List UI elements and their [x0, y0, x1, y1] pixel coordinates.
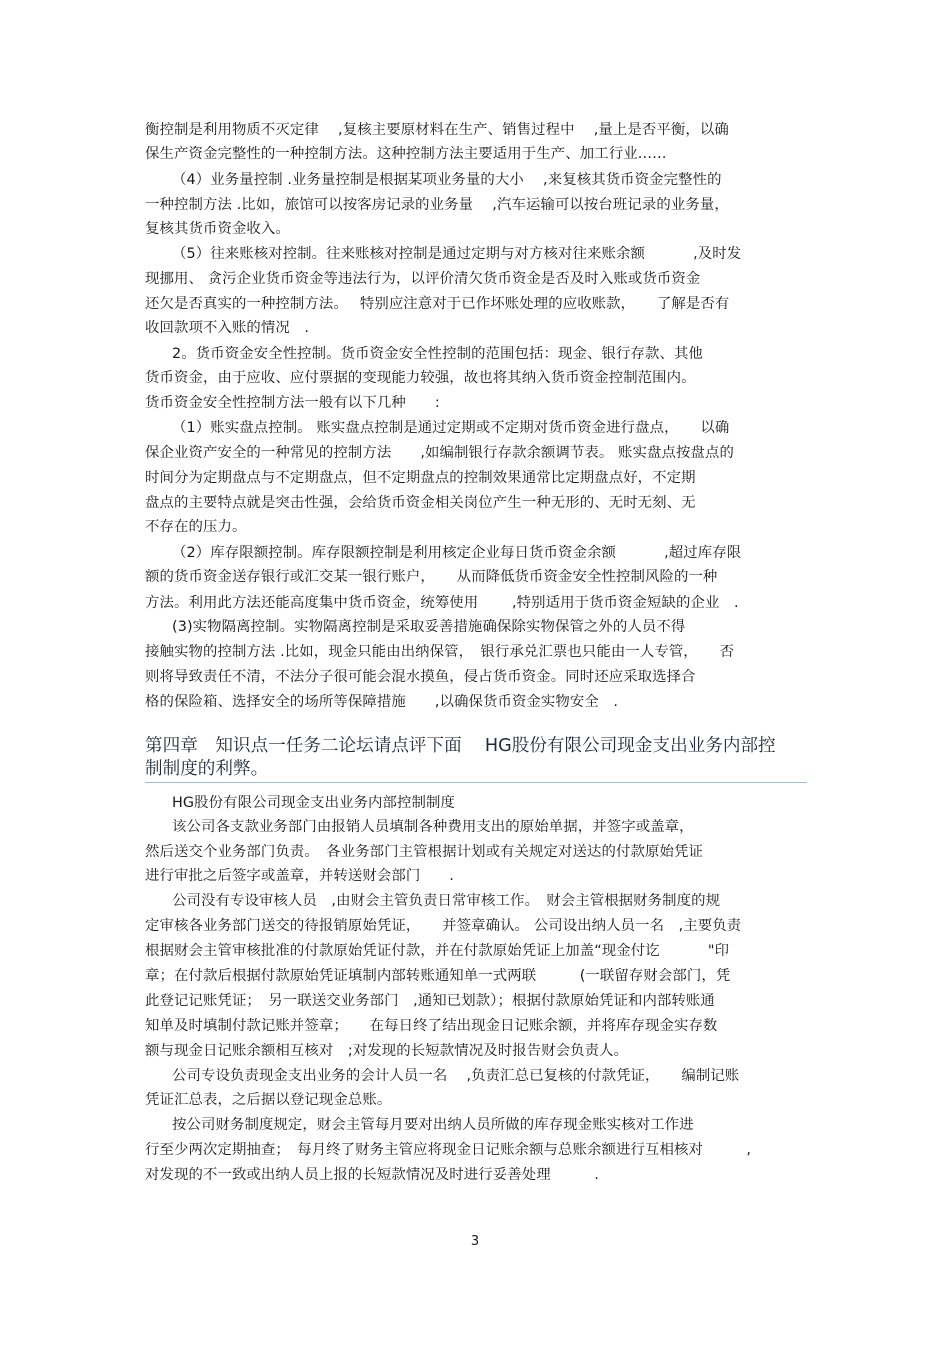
paragraph-line: 格的保险箱、选择安全的场所等保障措施 ,以确保货币资金实物安全 .: [145, 694, 619, 710]
paragraph-line: 公司专设负责现金支出业务的会计人员一名 ,负责汇总已复核的付款凭证， 编制记账: [172, 1068, 740, 1084]
paragraph-line: 方法。利用此方法还能高度集中货币资金，统筹使用 ,特别适用于货币资金短缺的企业 .: [145, 595, 739, 611]
chapter-heading: 第四章 知识点一任务二论坛请点评下面 HG股份有限公司现金支出业务内部控: [145, 736, 776, 756]
paragraph-line: 凭证汇总表，之后据以登记现金总账。: [145, 1092, 392, 1108]
paragraph-line: 行至少两次定期抽查； 每月终了财务主管应将现金日记账余额与总账余额进行互相核对 ,: [145, 1142, 752, 1158]
paragraph-line: 根据财会主管审核批准的付款原始凭证付款，并在付款原始凭证上加盖“现金付讫 "印: [145, 943, 730, 959]
paragraph-line: 货币资金，由于应收、应付票据的变现能力较强，故也将其纳入货币资金控制范围内。: [145, 370, 696, 386]
paragraph-line: （1）账实盘点控制。 账实盘点控制是通过定期或不定期对货币资金进行盘点， 以确: [172, 420, 730, 436]
paragraph-line: 额与现金日记账余额相互核对 ;对发现的长短款情况及时报告财会负责人。: [145, 1043, 629, 1059]
heading-divider: [145, 782, 807, 783]
paragraph-line: 则将导致责任不清，不法分子很可能会混水摸鱼，侵占货币资金。同时还应采取选择合: [145, 669, 696, 685]
paragraph-line: 一种控制方法 .比如，旅馆可以按客房记录的业务量 ,汽车运输可以按台班记录的业务量，: [145, 197, 729, 213]
page-number: 3: [470, 1234, 480, 1249]
paragraph-line: （2）库存限额控制。库存限额控制是利用核定企业每日货币资金余额 ,超过库存限: [172, 545, 742, 561]
paragraph-line: 货币资金安全性控制方法一般有以下几种 :: [145, 395, 440, 411]
paragraph-line: 盘点的主要特点就是突击性强，会给货币资金相关岗位产生一种无形的、无时无刻、无: [145, 495, 696, 511]
chapter-heading: 制制度的利弊。: [145, 759, 269, 779]
paragraph-line: 衡控制是利用物质不灭定律 ,复核主要原材料在生产、销售过程中 ,量上是否平衡，以确: [145, 122, 729, 138]
paragraph-line: 接触实物的控制方法 .比如，现金只能由出纳保管， 银行承兑汇票也只能由一人专管， 否: [145, 644, 735, 660]
paragraph-line: （5）往来账核对控制。往来账核对控制是通过定期与对方核对往来账余额 ,及时发: [172, 246, 742, 262]
paragraph-line: 额的货币资金送存银行或汇交某一银行账户， 从而降低货币资金安全性控制风险的一种: [145, 569, 718, 585]
section-title: HG股份有限公司现金支出业务内部控制制度: [172, 795, 456, 811]
paragraph-line: 保生产资金完整性的一种控制方法。这种控制方法主要适用于生产、加工行业……: [145, 146, 667, 162]
paragraph-line: （4）业务量控制 .业务量控制是根据某项业务量的大小 ,来复核其货币资金完整性的: [172, 172, 722, 188]
paragraph-line: 按公司财务制度规定，财会主管每月要对出纳人员所做的库存现金账实核对工作进: [172, 1117, 694, 1133]
paragraph-line: 2。货币资金安全性控制。货币资金安全性控制的范围包括：现金、银行存款、其他: [172, 346, 703, 362]
paragraph-line: 此登记记账凭证； 另一联送交业务部门 ,通知已划款）；根据付款原始凭证和内部转账通: [145, 993, 715, 1009]
paragraph-line: 公司没有专设审核人员 ,由财会主管负责日常审核工作。 财会主管根据财务制度的规: [172, 893, 721, 909]
paragraph-line: (3)实物隔离控制。实物隔离控制是采取妥善措施确保除实物保管之外的人员不得: [172, 619, 686, 635]
paragraph-line: 保企业资产安全的一种常见的控制方法 ,如编制银行存款余额调节表。 账实盘点按盘点的: [145, 445, 734, 461]
paragraph-line: 章；在付款后根据付款原始凭证填制内部转账通知单一式两联 (一联留存财会部门，凭: [145, 968, 731, 984]
paragraph-line: 还欠是否真实的一种控制方法。 特别应注意对于已作坏账处理的应收账款， 了解是否有: [145, 296, 730, 312]
paragraph-line: 复核其货币资金收入。: [145, 221, 290, 237]
paragraph-line: 知单及时填制付款记账并签章； 在每日终了结出现金日记账余额，并将库存现金实存数: [145, 1018, 718, 1034]
paragraph-line: 现挪用、 贪污企业货币资金等违法行为，以评价清欠货币资金是否及时入账或货币资金: [145, 271, 701, 287]
paragraph-line: 对发现的不一致或出纳人员上报的长短款情况及时进行妥善处理 .: [145, 1167, 599, 1183]
paragraph-line: 该公司各支款业务部门由报销人员填制各种费用支出的原始单据，并签字或盖章，: [172, 819, 694, 835]
paragraph-line: 定审核各业务部门送交的待报销原始凭证， 并签章确认。 公司设出纳人员一名 ,主要负责: [145, 918, 742, 934]
paragraph-line: 时间分为定期盘点与不定期盘点，但不定期盘点的控制效果通常比定期盘点好，不定期: [145, 470, 696, 486]
paragraph-line: 进行审批之后签字或盖章，并转送财会部门 .: [145, 868, 454, 884]
paragraph-line: 然后送交个业务部门负责。 各业务部门主管根据计划或有关规定对送达的付款原始凭证: [145, 844, 703, 860]
paragraph-line: 不存在的压力。: [145, 519, 247, 535]
paragraph-line: 收回款项不入账的情况 .: [145, 320, 310, 336]
